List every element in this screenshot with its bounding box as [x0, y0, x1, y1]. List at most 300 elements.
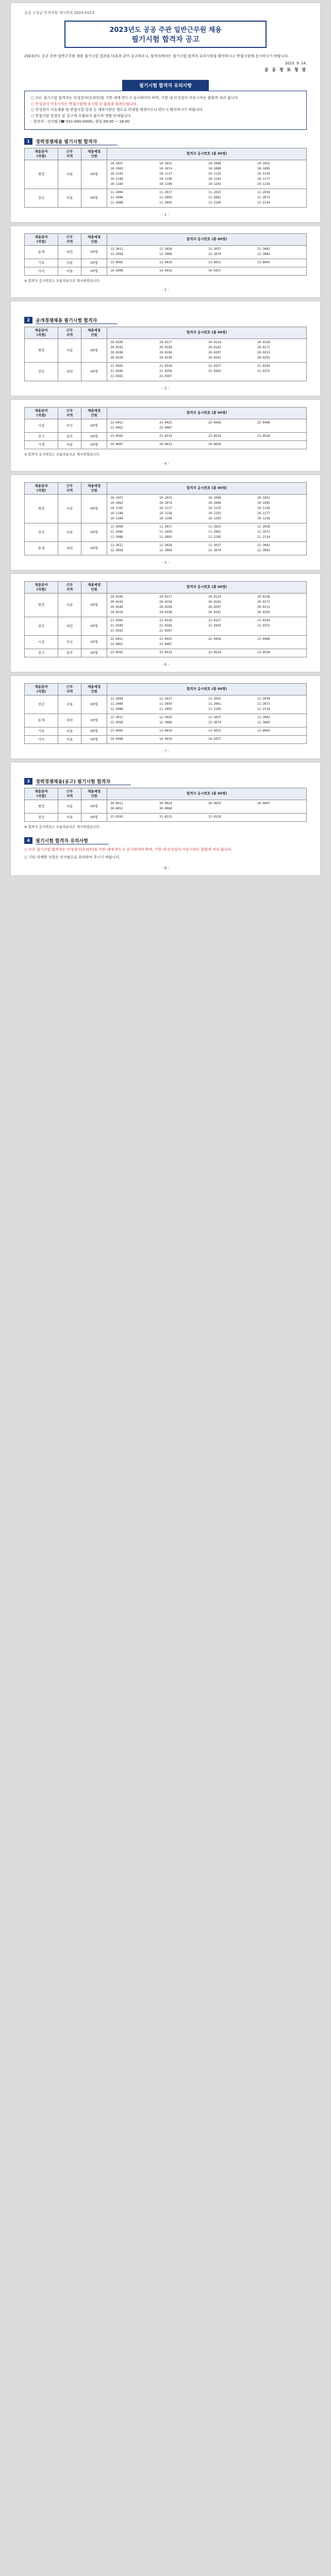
passer-number: 10-1027: [110, 162, 123, 165]
column-header: 합격자 응시번호 (총 00명): [107, 482, 307, 494]
passer-number: 20-0241: [208, 356, 221, 360]
region-cell: 서울: [58, 338, 81, 362]
page-number: - 1 -: [162, 212, 169, 217]
passer-number: 10-1184: [110, 517, 123, 520]
passer-number: 11-2025: [208, 191, 221, 194]
passer-numbers-cell: [107, 727, 307, 735]
table-row: [25, 440, 307, 449]
document-number: 공공 고성군 인적자원 게시번호 2023-415호: [24, 11, 95, 15]
passer-number: 20-0158: [159, 600, 172, 604]
passer-number-grid: [110, 544, 303, 553]
passer-number: 10-1184: [110, 182, 123, 186]
section-number: 3: [24, 778, 32, 785]
passer-number: 20-0241: [208, 611, 221, 614]
count-cell: 00명: [81, 541, 107, 555]
passer-number: 10-1063: [110, 167, 123, 171]
column-header: 합격자 응시번호 (총 00명): [107, 683, 307, 695]
table-header-row: [25, 233, 307, 245]
passer-number: 20-0226: [110, 356, 123, 360]
passer-number: 10-1125: [208, 172, 221, 176]
passer-number: 13-4019: [159, 261, 172, 264]
passer-number: 13-4031: [208, 261, 221, 264]
column-header: 채용예정 인원: [81, 233, 107, 245]
passer-number: 14-5027: [208, 737, 221, 741]
table-footnote: ※ 합격자 응시번호는 오름차순으로 게시하였습니다.: [24, 824, 101, 829]
passer-number: 10-1125: [208, 506, 221, 510]
passer-number: 11-2061: [208, 702, 221, 706]
passer-number: 22-0467: [159, 426, 172, 430]
passer-number-grid: [110, 421, 303, 431]
passer-number: 11-2061: [208, 530, 221, 534]
passer-numbers-cell: [107, 432, 307, 440]
section-title: 공개경쟁채용 필기시험 합격자: [36, 317, 118, 324]
passer-number: 11-2105: [208, 707, 221, 711]
passer-numbers-cell: [107, 649, 307, 657]
page-number: - 8 -: [162, 866, 169, 870]
passer-number: 20-0194: [159, 605, 172, 609]
passer-number: 11-2073: [257, 702, 270, 706]
passer-numbers-cell: [107, 541, 307, 555]
passer-number: 30-0035: [208, 802, 221, 805]
region-cell: 서울: [58, 593, 81, 617]
passer-number: 10-1102: [110, 506, 123, 510]
passer-number: 10-1048: [208, 496, 221, 500]
table-row: [25, 432, 307, 440]
field-cell: 시설: [25, 635, 58, 649]
passer-number: 21-0397: [159, 629, 172, 633]
count-cell: 00명: [81, 189, 107, 207]
results-table: [24, 148, 307, 208]
table-row: [25, 523, 307, 541]
page-number: - 4 -: [162, 461, 169, 466]
table-row: [25, 267, 307, 275]
passer-numbers-cell: [107, 695, 307, 714]
passer-number: 12-3011: [110, 544, 123, 547]
section-header: [24, 138, 307, 145]
title-line-1: 2023년도 공공 주관 일반근무원 채용: [109, 26, 222, 34]
passer-number: 10-1177: [257, 512, 270, 515]
passer-number: 31-0129: [208, 815, 221, 819]
field-cell: 기록: [25, 727, 58, 735]
region-cell: 서울: [58, 727, 81, 735]
passer-number: 10-1048: [208, 162, 221, 165]
table-header-row: [25, 407, 307, 419]
count-cell: 00명: [81, 695, 107, 714]
passer-number: 12-3074: [208, 721, 221, 724]
passer-number: 21-0356: [159, 624, 172, 628]
passer-number: 10-1031: [159, 496, 172, 500]
region-cell: 서울: [58, 813, 81, 821]
field-cell: 기록: [25, 259, 58, 267]
passer-number: 20-0213: [257, 351, 270, 354]
passer-number: 20-0194: [159, 351, 172, 354]
region-cell: 서울: [58, 440, 81, 449]
table-row: [25, 160, 307, 189]
passer-number: 23-0503: [110, 651, 123, 654]
passer-number: 23-0519: [159, 651, 172, 654]
passer-number: 10-1063: [110, 501, 123, 505]
passer-number: 20-0171: [257, 600, 270, 604]
passer-number-grid: [110, 191, 303, 206]
passer-numbers-cell: [107, 635, 307, 649]
passer-number: 12-3011: [110, 247, 123, 251]
results-table: [24, 407, 307, 449]
region-cell: 서울: [58, 259, 81, 267]
page: [11, 3, 320, 222]
field-cell: 행정: [25, 338, 58, 362]
column-header: 채용예정 인원: [81, 327, 107, 338]
passer-number: 20-0226: [110, 611, 123, 614]
field-cell: 사서: [25, 735, 58, 743]
passer-number: 21-0349: [110, 369, 123, 373]
table-header-row: [25, 148, 307, 160]
passer-number: 20-0213: [257, 605, 270, 609]
table-header-row: [25, 581, 307, 593]
count-cell: 00명: [81, 419, 107, 432]
column-header: 채용예정 인원: [81, 581, 107, 593]
section-number: 4: [24, 837, 32, 844]
passer-number: 20-0238: [159, 611, 172, 614]
field-cell: 전산: [25, 189, 58, 207]
passer-number: 11-2017: [159, 525, 172, 529]
passer-number: 22-0452: [110, 426, 123, 430]
passer-number: 23-0524: [208, 434, 221, 438]
region-cell: 서울: [58, 267, 81, 275]
passer-number: 21-0381: [110, 629, 123, 633]
passer-number: 20-0105: [110, 341, 123, 344]
table-row: [25, 338, 307, 362]
passer-number: 21-0375: [257, 624, 270, 628]
passer-number: 12-3042: [257, 544, 270, 547]
count-cell: 00명: [81, 635, 107, 649]
passer-number-grid: [110, 802, 303, 811]
passer-number: 12-3058: [110, 549, 123, 552]
passer-number-grid: [110, 697, 303, 712]
count-cell: 00명: [81, 494, 107, 523]
passer-number: 20-0189: [110, 351, 123, 354]
column-header: 채용분야 (직렬): [25, 233, 58, 245]
passer-number: 12-3037: [208, 716, 221, 719]
title-box: [64, 21, 267, 48]
passer-number: 21-0356: [159, 369, 172, 373]
passer-number-grid: [110, 434, 303, 439]
passer-number: 14-5016: [159, 269, 172, 273]
title-line-2: 필기시험 합격자 공고: [131, 36, 200, 44]
page: [11, 762, 320, 875]
count-cell: 00명: [81, 649, 107, 657]
column-header: 합격자 응시번호 (총 00명): [107, 233, 307, 245]
passer-number: 24-0612: [159, 443, 172, 446]
page: [11, 475, 320, 570]
page-number: - 5 -: [162, 560, 169, 565]
passer-number: 11-2059: [159, 196, 172, 199]
passer-number: 11-2105: [208, 201, 221, 205]
count-cell: 00명: [81, 593, 107, 617]
table-row: [25, 735, 307, 743]
table-row: [25, 259, 307, 267]
table-row: [25, 593, 307, 617]
passer-number: 10-1163: [208, 512, 221, 515]
passer-number: 10-1203: [208, 517, 221, 520]
count-cell: 00명: [81, 714, 107, 727]
passer-number: 22-0467: [159, 642, 172, 646]
notice-item: - 문의처 : 인사팀 (☎ 031-000-0000), 평일 09:00 ~ 18:00: [31, 120, 130, 124]
field-cell: 전기: [25, 649, 58, 657]
table-row: [25, 245, 307, 259]
passer-number: 20-0117: [159, 595, 172, 599]
passer-number: 23-0519: [159, 434, 172, 438]
passer-numbers-cell: [107, 813, 307, 821]
passer-number: 11-2017: [159, 191, 172, 194]
passer-number: 11-2004: [110, 525, 123, 529]
region-cell: 서울: [58, 800, 81, 813]
field-cell: 시설: [25, 419, 58, 432]
passer-number: 10-1196: [159, 182, 172, 186]
table-header-row: [25, 788, 307, 800]
passer-number: 10-1163: [208, 177, 221, 181]
passer-numbers-cell: [107, 494, 307, 523]
passer-number-grid: [110, 716, 303, 725]
table-row: [25, 362, 307, 381]
passer-number: 12-3074: [208, 549, 221, 552]
passer-number: 12-3037: [208, 544, 221, 547]
table-row: [25, 635, 307, 649]
table-row: [25, 813, 307, 821]
column-header: 합격자 응시번호 (총 00명): [107, 407, 307, 419]
passer-number: 12-3026: [159, 716, 172, 719]
passer-number-grid: [110, 496, 303, 521]
passer-numbers-cell: [107, 338, 307, 362]
section-number: 2: [24, 317, 32, 324]
passer-number: 11-2059: [159, 530, 172, 534]
passer-number: 11-2025: [208, 525, 221, 529]
passer-number: 12-3058: [110, 252, 123, 256]
passer-number: 13-4045: [257, 261, 270, 264]
table-row: [25, 617, 307, 635]
passer-number: 10-1146: [110, 177, 123, 181]
passer-number: 22-0452: [110, 642, 123, 646]
passer-number: 30-0024: [159, 802, 172, 805]
passer-number: 12-3037: [208, 247, 221, 251]
table-row: [25, 541, 307, 555]
passer-number: 24-0628: [208, 443, 221, 446]
page: [11, 301, 320, 396]
passer-number: 10-1203: [208, 182, 221, 186]
field-cell: 전산: [25, 695, 58, 714]
field-cell: 전기: [25, 432, 58, 440]
passer-number: 10-1196: [159, 517, 172, 520]
passer-number: 12-3074: [208, 252, 221, 256]
passer-number-grid: [110, 269, 303, 274]
passer-number: 11-2092: [159, 201, 172, 205]
passer-numbers-cell: [107, 245, 307, 259]
field-cell: 행정: [25, 494, 58, 523]
passer-numbers-cell: [107, 800, 307, 813]
passer-number: 10-1218: [257, 517, 270, 520]
column-header: 채용분야 (직렬): [25, 581, 58, 593]
passer-number: 20-0162: [208, 600, 221, 604]
passer-number: 21-0363: [208, 369, 221, 373]
passer-number: 21-0363: [208, 624, 221, 628]
passer-number: 20-0171: [257, 346, 270, 349]
field-cell: 기계: [25, 440, 58, 449]
issuer: 공 공 정 보 청 장: [264, 67, 307, 72]
passer-number: 11-2025: [208, 697, 221, 701]
page-number: - 7 -: [162, 749, 169, 753]
passer-number-grid: [110, 261, 303, 265]
column-header: 채용예정 인원: [81, 148, 107, 160]
passer-numbers-cell: [107, 617, 307, 635]
passer-number-grid: [110, 162, 303, 187]
passer-number: 21-0349: [110, 624, 123, 628]
page: [11, 226, 320, 297]
passer-number: 10-1074: [159, 167, 172, 171]
passer-number: 11-2059: [159, 702, 172, 706]
passer-number: 20-0207: [208, 605, 221, 609]
region-cell: 서울: [58, 494, 81, 523]
passer-number: 12-3083: [257, 252, 270, 256]
column-header: 채용분야 (직렬): [25, 148, 58, 160]
passer-number: 20-0255: [257, 611, 270, 614]
notice-heading: 필기시험 합격자 유의사항: [122, 80, 209, 91]
column-header: 근무 지역: [58, 407, 81, 419]
passer-numbers-cell: [107, 259, 307, 267]
passer-number: 11-2105: [208, 535, 221, 539]
table-header-row: [25, 327, 307, 338]
passer-numbers-cell: [107, 735, 307, 743]
passer-number: 14-5016: [159, 737, 172, 741]
region-cell: 대전: [58, 617, 81, 635]
passer-number: 20-0136: [257, 341, 270, 344]
passer-number: 20-0124: [208, 595, 221, 599]
passer-number: 11-2046: [110, 530, 123, 534]
column-header: 채용예정 인원: [81, 788, 107, 800]
passer-number: 21-0381: [110, 375, 123, 378]
passer-number: 13-4045: [257, 729, 270, 733]
passer-number: 11-2088: [110, 707, 123, 711]
passer-number: 12-3011: [110, 716, 123, 719]
column-header: 근무 지역: [58, 482, 81, 494]
count-cell: 00명: [81, 617, 107, 635]
notice-box: [24, 91, 307, 130]
field-cell: 행정: [25, 593, 58, 617]
passer-number: 11-2017: [159, 697, 172, 701]
passer-number: 12-3083: [257, 549, 270, 552]
notice-item: ○ 모든 필기시험 합격자는 인성검사(온라인)를 기한 내에 반드시 응시하여야 하며, 기한 내 인성검사 미응시자는 불합격 처리 됩니다.: [31, 96, 239, 100]
passer-number: 12-3058: [110, 721, 123, 724]
region-cell: 서울: [58, 735, 81, 743]
passer-numbers-cell: [107, 593, 307, 617]
table-row: [25, 189, 307, 207]
table-header-row: [25, 683, 307, 695]
passer-number: 10-1158: [159, 512, 172, 515]
passer-number: 20-0124: [208, 341, 221, 344]
passer-number: 10-1139: [257, 506, 270, 510]
passer-number: 22-0411: [110, 637, 123, 641]
region-cell: 대전: [58, 541, 81, 555]
passer-number: 11-2061: [208, 196, 221, 199]
table-footnote: ※ 합격자 응시번호는 오름차순으로 게시하였습니다.: [24, 452, 101, 456]
passer-number-grid: [110, 737, 303, 742]
section-title: 경력경쟁채용 필기시험 합격자: [36, 138, 118, 145]
region-cell: 광주: [58, 649, 81, 657]
field-cell: 행정: [25, 800, 58, 813]
count-cell: 00명: [81, 813, 107, 821]
passer-number: 10-1074: [159, 501, 172, 505]
region-cell: 서울: [58, 189, 81, 207]
count-cell: 00명: [81, 245, 107, 259]
column-header: 근무 지역: [58, 788, 81, 800]
passer-number-grid: [110, 341, 303, 361]
page-number: - 6 -: [162, 662, 169, 667]
count-cell: 00명: [81, 338, 107, 362]
passer-number: 11-2046: [110, 196, 123, 199]
passer-number: 11-2073: [257, 196, 270, 199]
passer-number: 10-1117: [159, 506, 172, 510]
column-header: 채용예정 인원: [81, 482, 107, 494]
notice-item: ○ 인성검사 미응시자는 면접시험에 응시할 수 없음을 알려드립니다.: [31, 101, 138, 106]
table-row: [25, 494, 307, 523]
passer-number: 20-0158: [159, 346, 172, 349]
passer-number: 21-0302: [110, 619, 123, 622]
passer-number: 11-2046: [110, 702, 123, 706]
region-cell: 대전: [58, 245, 81, 259]
count-cell: 00명: [81, 267, 107, 275]
passer-number: 10-1102: [110, 172, 123, 176]
column-header: 합격자 응시번호 (총 00명): [107, 581, 307, 593]
passer-number: 11-2038: [257, 697, 270, 701]
passer-number: 22-0436: [208, 421, 221, 425]
passer-number: 10-1052: [257, 162, 270, 165]
passer-number: 11-2092: [159, 535, 172, 539]
region-cell: 서울: [58, 160, 81, 189]
field-cell: 전산: [25, 523, 58, 541]
passer-number: 22-0448: [257, 421, 270, 425]
passer-number: 20-0117: [159, 341, 172, 344]
table-row: [25, 714, 307, 727]
passer-number: 22-0425: [159, 637, 172, 641]
passer-number: 22-0425: [159, 421, 172, 425]
passer-number: 30-0011: [110, 802, 123, 805]
notice-item: ○ 인성검사 서류제출 및 면접시험 일정 등 세부사항은 별도로 안내할 예정이오니 반드시 확인하시기 바랍니다.: [31, 108, 204, 112]
results-table: [24, 233, 307, 276]
passer-number-grid: [110, 637, 303, 647]
passer-number: 22-0411: [110, 421, 123, 425]
passer-numbers-cell: [107, 419, 307, 432]
table-row: [25, 419, 307, 432]
count-cell: 00명: [81, 735, 107, 743]
column-header: 합격자 응시번호 (총 00명): [107, 788, 307, 800]
passer-number: 24-0607: [110, 443, 123, 446]
table-header-row: [25, 482, 307, 494]
passer-number: 11-2088: [110, 201, 123, 205]
passer-number: 20-0143: [110, 600, 123, 604]
passer-number: 10-1158: [159, 177, 172, 181]
region-cell: 광주: [58, 432, 81, 440]
passer-number: 21-0327: [208, 619, 221, 622]
passer-number: 12-3026: [159, 247, 172, 251]
passer-number: 20-0207: [208, 351, 221, 354]
page-number: - 2 -: [162, 287, 169, 292]
region-cell: 서울: [58, 695, 81, 714]
passer-number: 12-3042: [257, 247, 270, 251]
section-header: [24, 778, 307, 785]
passer-number-grid: [110, 651, 303, 655]
region-cell: 부산: [58, 635, 81, 649]
passer-number: 11-2114: [257, 707, 270, 711]
passer-number-grid: [110, 619, 303, 634]
passer-number: 11-2114: [257, 201, 270, 205]
